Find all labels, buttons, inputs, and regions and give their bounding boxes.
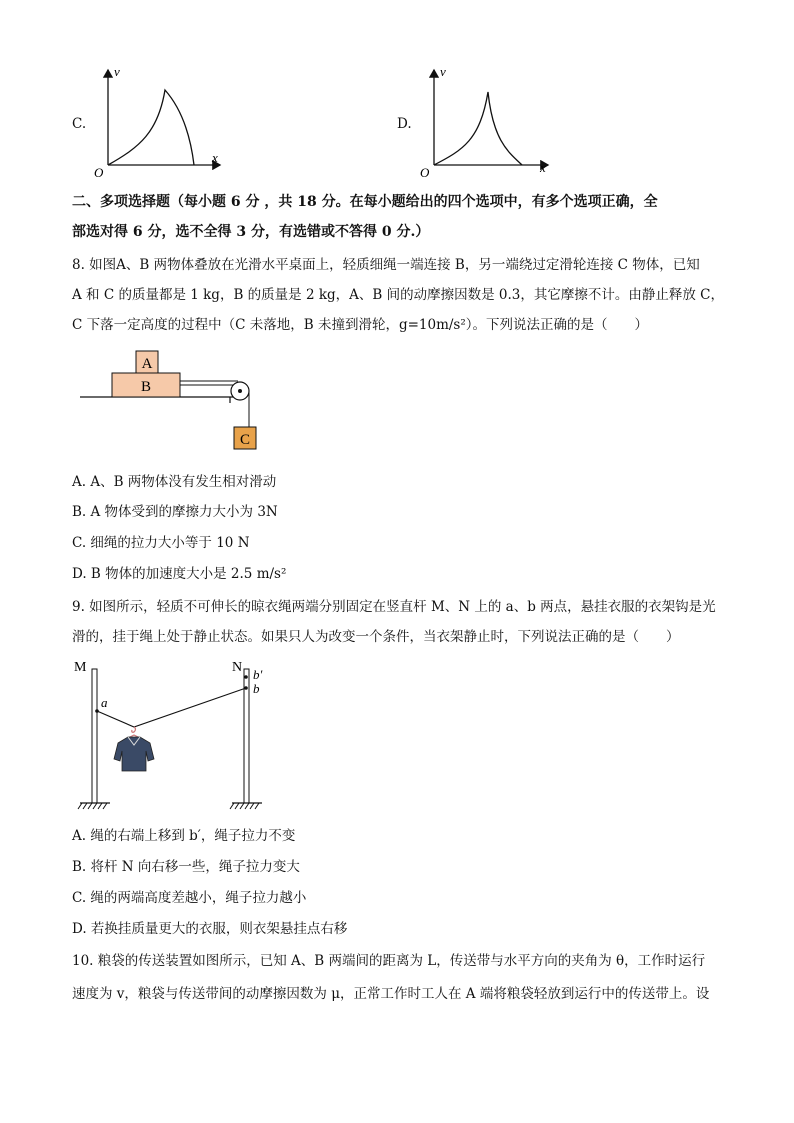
- point-a-label: a: [101, 695, 108, 710]
- origin-label: O: [94, 165, 104, 180]
- curve: [108, 90, 194, 165]
- q8-option-c: C. 细绳的拉力大小等于 10 N: [72, 535, 250, 551]
- x-axis-label: x: [540, 160, 546, 175]
- q10-line2: 速度为 v，粮袋与传送带间的动摩擦因数为 μ，正常工作时工人在 A 端将粮袋轻放到运行中的传送带上。设: [72, 986, 710, 1002]
- q10-line1: 10. 粮袋的传送装置如图所示，已知 A、B 两端间的距离为 L，传送带与水平方向的夹角为 θ，工作时运行: [72, 953, 706, 969]
- pulley-axle: [238, 389, 242, 393]
- hatch-m: [78, 803, 107, 809]
- curve: [434, 92, 522, 165]
- q9-line1: 9. 如图所示，轻质不可伸长的晾衣绳两端分别固定在竖直杆 M、N 上的 a、b 两点，悬挂衣服的衣架钩是光: [72, 599, 716, 615]
- block-c-label: C: [239, 432, 251, 448]
- origin-label: O: [420, 165, 430, 180]
- point-b-prime-dot: [244, 675, 248, 679]
- graph-d: [418, 62, 558, 182]
- option-c-label: C.: [72, 116, 87, 132]
- q8-line3: C 下落一定高度的过程中（C 未落地，B 未撞到滑轮，g=10m/s²）。下列说法正确的是（ ）: [72, 317, 649, 333]
- q8-line1: 8. 如图A、B 两物体叠放在光滑水平桌面上，轻质细绳一端连接 B，另一端绕过定滑轮连接 C 物体，已知: [72, 257, 700, 273]
- q9-option-b: B. 将杆 N 向右移一些，绳子拉力变大: [72, 859, 300, 875]
- q9-figure: [70, 655, 280, 815]
- q9-option-a: A. 绳的右端上移到 b′，绳子拉力不变: [72, 828, 296, 844]
- x-axis-label: x: [212, 150, 218, 165]
- point-a-dot: [95, 709, 99, 713]
- hatch-n: [230, 803, 259, 809]
- q8-option-a: A. A、B 两物体没有发生相对滑动: [72, 474, 277, 490]
- option-d-label: D.: [397, 116, 412, 132]
- graph-c: [90, 62, 230, 182]
- block-b-label: B: [140, 379, 152, 395]
- q8-option-d: D. B 物体的加速度大小是 2.5 m/s²: [72, 566, 287, 582]
- y-axis-label: v: [440, 64, 446, 79]
- pole-m: [92, 669, 97, 803]
- q8-figure: [80, 345, 280, 455]
- section-heading-line1: 二、多项选择题（每小题 6 分 ，共 18 分。在每小题给出的四个选项中，有多个选项正确，全: [72, 194, 658, 210]
- q9-line2: 滑的，挂于绳上处于静止状态。如果只人为改变一个条件，当衣架静止时，下列说法正确的是（ ）: [72, 629, 680, 645]
- section-heading-line2: 部选对得 6 分，选不全得 3 分，有选错或不答得 0 分.）: [72, 224, 430, 240]
- point-b-label: b: [253, 681, 260, 696]
- pole-n-label: N: [232, 660, 243, 675]
- pole-m-label: M: [74, 660, 87, 675]
- q9-option-c: C. 绳的两端高度差越小，绳子拉力越小: [72, 890, 307, 906]
- q8-line2: A 和 C 的质量都是 1 kg，B 的质量是 2 kg，A、B 间的动摩擦因数是 0.3，其它摩擦不计。由静止释放 C，: [72, 287, 724, 303]
- hanging-clothes-icon: [114, 727, 154, 771]
- point-b-dot: [244, 686, 248, 690]
- q8-option-b: B. A 物体受到的摩擦力大小为 3N: [72, 504, 278, 520]
- y-axis-label: v: [114, 64, 120, 79]
- rope: [97, 688, 246, 727]
- point-b-prime-label: b′: [253, 667, 263, 682]
- q9-option-d: D. 若换挂质量更大的衣服，则衣架悬挂点右移: [72, 921, 348, 937]
- block-a-label: A: [141, 356, 153, 372]
